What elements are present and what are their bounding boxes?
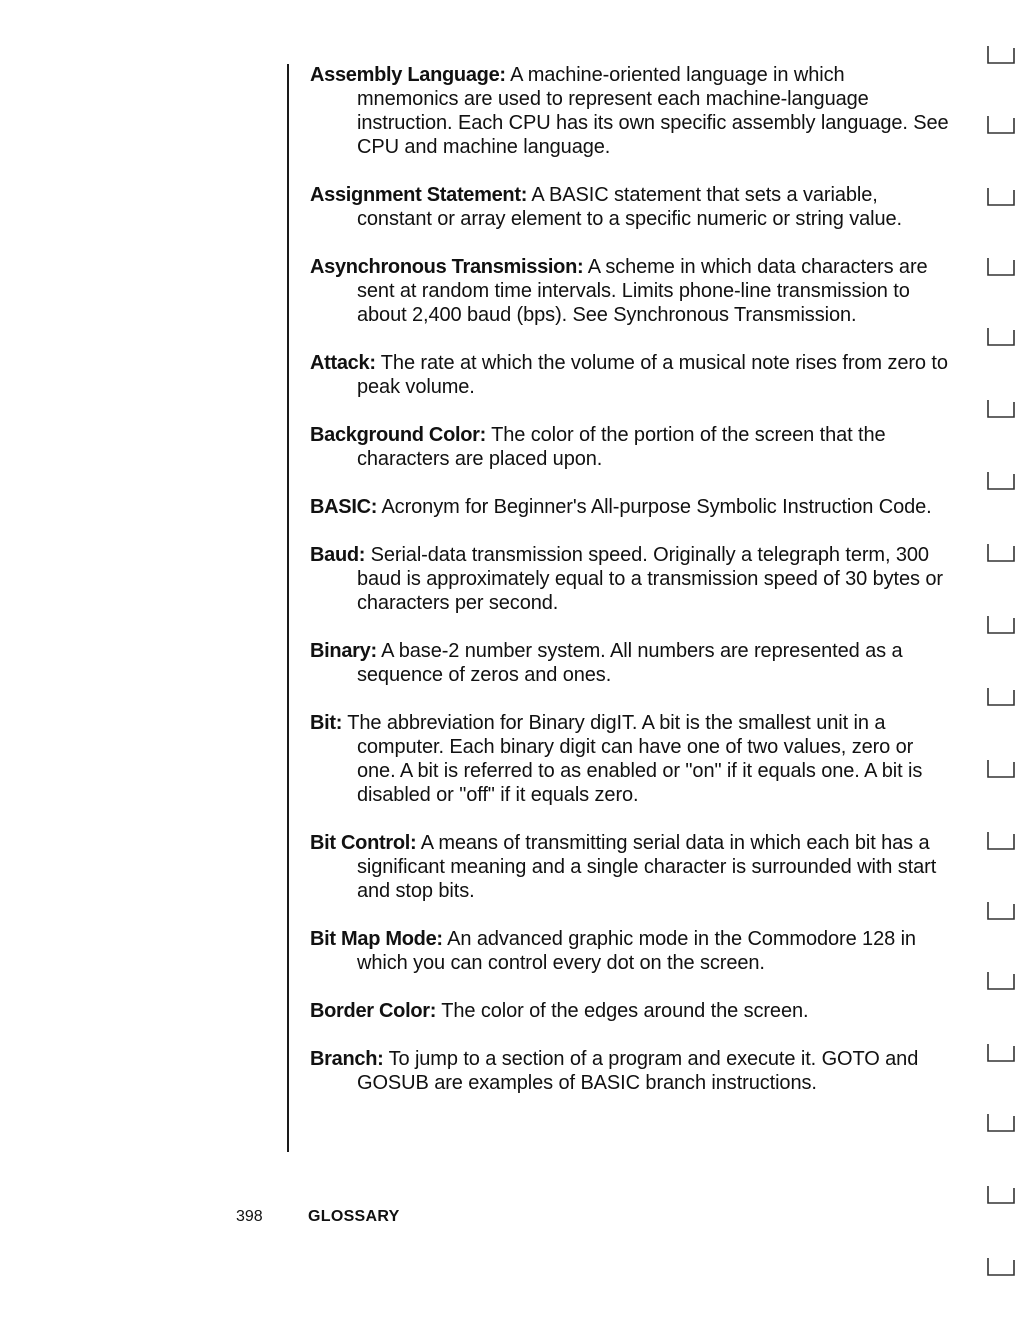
glossary-term: BASIC: bbox=[310, 496, 378, 518]
binding-bracket-mark bbox=[984, 1182, 1016, 1206]
glossary-term: Attack: bbox=[310, 352, 376, 374]
glossary-entry bbox=[310, 351, 950, 399]
glossary-entry bbox=[310, 639, 950, 687]
glossary-entries bbox=[310, 63, 950, 1119]
margin-rule bbox=[287, 64, 289, 1152]
glossary-term: Bit Control: bbox=[310, 832, 417, 854]
glossary-entry bbox=[310, 183, 950, 231]
binding-bracket-mark bbox=[984, 1254, 1016, 1278]
glossary-definition: The color of the edges around the screen. bbox=[436, 1000, 809, 1022]
glossary-term: Assignment Statement: bbox=[310, 184, 528, 206]
glossary-term: Border Color: bbox=[310, 1000, 437, 1022]
binding-bracket-mark bbox=[984, 540, 1016, 564]
glossary-term: Branch: bbox=[310, 1048, 384, 1070]
glossary-entry bbox=[310, 1047, 950, 1095]
binding-bracket-mark bbox=[984, 828, 1016, 852]
glossary-definition: An advanced graphic mode in the Commodore 128 in which you can control every dot on the screen. bbox=[357, 928, 916, 974]
page-number: 398 bbox=[236, 1208, 263, 1225]
binding-bracket-mark bbox=[984, 684, 1016, 708]
glossary-definition: A scheme in which data characters are sent at random time intervals. Limits phone-line transmission to about 2,400 baud (bps). See Synchronous Transmission. bbox=[357, 256, 928, 326]
glossary-entry bbox=[310, 711, 950, 807]
glossary-entry bbox=[310, 495, 950, 519]
glossary-term: Baud: bbox=[310, 544, 366, 566]
glossary-term: Background Color: bbox=[310, 424, 487, 446]
glossary-definition: A machine-oriented language in which mnemonics are used to represent each machine-language instruction. Each CPU has its own specific assembly language. See CPU and machine language. bbox=[357, 64, 949, 158]
glossary-term: Binary: bbox=[310, 640, 377, 662]
glossary-term: Bit Map Mode: bbox=[310, 928, 443, 950]
binding-bracket-mark bbox=[984, 396, 1016, 420]
glossary-term: Asynchronous Transmission: bbox=[310, 256, 584, 278]
glossary-definition: A base-2 number system. All numbers are represented as a sequence of zeros and ones. bbox=[357, 640, 903, 686]
binding-bracket-mark bbox=[984, 254, 1016, 278]
binding-bracket-mark bbox=[984, 1040, 1016, 1064]
glossary-term: Bit: bbox=[310, 712, 343, 734]
glossary-entry bbox=[310, 255, 950, 327]
glossary-definition: The rate at which the volume of a musical note rises from zero to peak volume. bbox=[357, 352, 948, 398]
binding-bracket-mark bbox=[984, 612, 1016, 636]
glossary-definition: A means of transmitting serial data in which each bit has a significant meaning and a single character is surrounded with start and stop bits. bbox=[357, 832, 937, 902]
binding-bracket-mark bbox=[984, 1110, 1016, 1134]
glossary-definition: Serial-data transmission speed. Originally a telegraph term, 300 baud is approximately equal to a transmission speed of 30 bytes or characters per second. bbox=[357, 544, 943, 614]
glossary-entry bbox=[310, 63, 950, 159]
binding-bracket-mark bbox=[984, 756, 1016, 780]
running-head: GLOSSARY bbox=[308, 1208, 400, 1225]
glossary-definition: A BASIC statement that sets a variable, constant or array element to a specific numeric or string value. bbox=[357, 184, 902, 230]
binding-bracket-mark bbox=[984, 968, 1016, 992]
glossary-entry bbox=[310, 423, 950, 471]
binding-bracket-mark bbox=[984, 112, 1016, 136]
glossary-entry bbox=[310, 927, 950, 975]
glossary-entry bbox=[310, 543, 950, 615]
glossary-entry bbox=[310, 999, 950, 1023]
binding-bracket-mark bbox=[984, 324, 1016, 348]
binding-bracket-mark bbox=[984, 42, 1016, 66]
glossary-definition: The color of the portion of the screen that the characters are placed upon. bbox=[357, 424, 886, 470]
glossary-definition: Acronym for Beginner's All-purpose Symbolic Instruction Code. bbox=[377, 496, 932, 518]
glossary-entry bbox=[310, 831, 950, 903]
binding-bracket-mark bbox=[984, 184, 1016, 208]
glossary-definition: To jump to a section of a program and execute it. GOTO and GOSUB are examples of BASIC branch instructions. bbox=[357, 1048, 919, 1094]
glossary-definition: The abbreviation for Binary digIT. A bit is the smallest unit in a computer. Each binary digit can have one of two values, zero or one. A bit is referred to as enabled or "on" if it equals one. A bit is disabled or "off" if it equals zero. bbox=[342, 712, 923, 806]
binding-bracket-mark bbox=[984, 468, 1016, 492]
glossary-term: Assembly Language: bbox=[310, 64, 506, 86]
binding-bracket-mark bbox=[984, 898, 1016, 922]
